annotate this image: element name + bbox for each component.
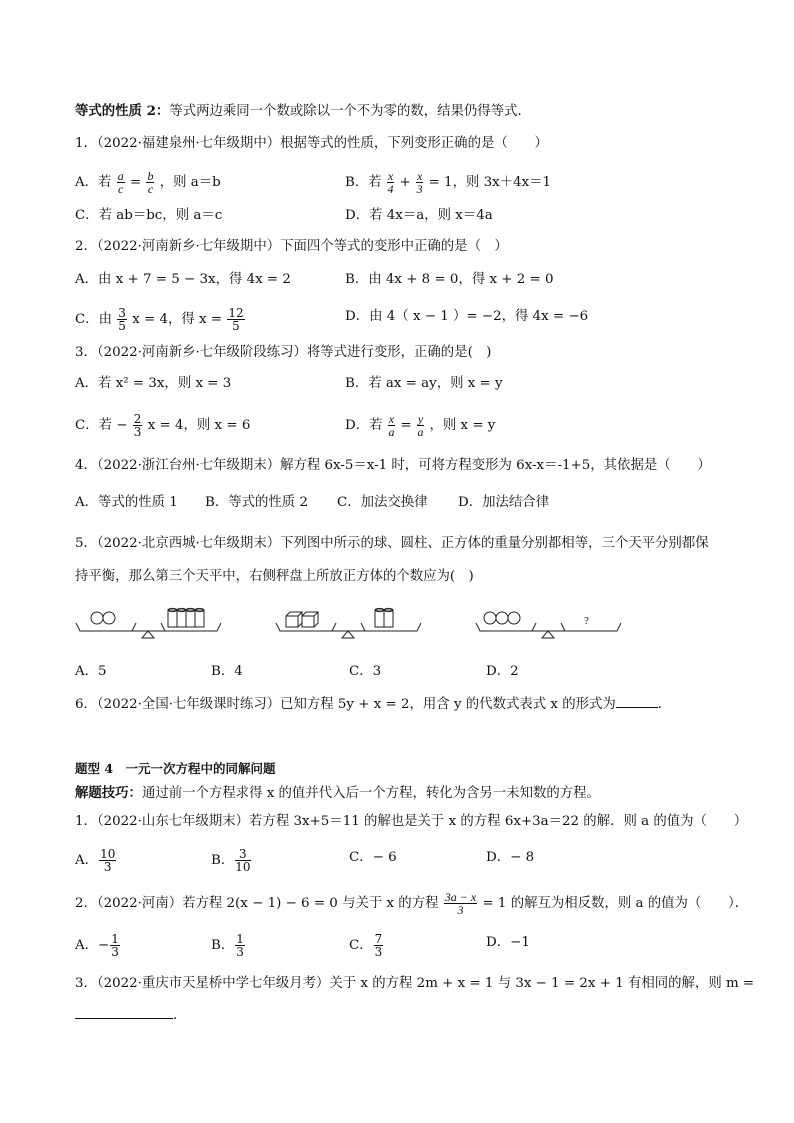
q6-stem: 6．（2022·全国·七年级课时练习）已知方程 5y + x = 2，用含 y 的代数式表式 x 的形式为 ． (75, 697, 672, 712)
fraction: $\frac{x}{4}$ (387, 169, 394, 196)
tip-label: 解题技巧： (75, 785, 142, 801)
type-4-heading: 题型 4 一元一次方程中的同解问题 (75, 761, 276, 776)
fraction: $\frac{10}{3}$ (100, 847, 116, 874)
q3-option-d: D．若 $\frac{x}{a}$ = $\frac{y}{a}$ ，则 x = y (345, 412, 496, 439)
t2-option-b: B． $\frac{1}{3}$ (211, 932, 244, 959)
fraction: $\frac{3a - x}{3}$ (444, 890, 477, 917)
q4-option-b: B．等式的性质 2 (205, 495, 308, 510)
fraction: $\frac{1}{3}$ (236, 932, 244, 959)
type-4-tip (75, 783, 600, 804)
fraction: $\frac{12}{5}$ (228, 306, 244, 333)
cylinder-icon (168, 610, 177, 627)
cylinder-icon (375, 610, 384, 627)
property-2-text: 等式两边乘同一个数或除以一个不为零的数，结果仍得等式． (169, 104, 531, 119)
t2-option-d: D．−1 (486, 935, 530, 950)
t1-option-d: D．− 8 (486, 850, 535, 865)
fraction: $\frac{x}{3}$ (416, 169, 423, 196)
t2-stem: 2．（2022·河南）若方程 2(x − 1) − 6 = 0 与关于 x 的方程 $\frac{3a - x}{3}$ = 1 的解互为相反数，则 a 的值为（ ）． (75, 890, 749, 917)
fraction: $\frac{b}{c}$ (147, 169, 154, 196)
balance-scales-figure (70, 600, 710, 648)
q5-stem-line1: 5．（2022·北京西城·七年级期末）下列图中所示的球、圆柱、正方体的重量分别都相等，三个天平分别都保 (75, 536, 709, 551)
fraction: $\frac{x}{a}$ (388, 412, 395, 439)
t1-stem: 1．（2022·山东七年级期末）若方程 3x+5＝11 的解也是关于 x 的方程 6x+3a＝22 的解．则 a 的值为（ ） (75, 814, 748, 829)
q3-option-a: A．若 x² = 3x，则 x = 3 (75, 376, 232, 391)
cylinder-icon (195, 610, 204, 627)
ball-icon (508, 612, 520, 624)
q2-option-a: A．由 x + 7 = 5 − 3x，得 4x = 2 (75, 272, 291, 287)
balance-scale-3 (476, 612, 621, 638)
balance-scale-2 (276, 608, 421, 638)
q1-option-b: B．若 $\frac{x}{4}$ + $\frac{x}{3}$ = 1，则 3x＋4x＝1 (345, 169, 552, 196)
tip-text: 通过前一个方程求得 x 的值并代入后一个方程，转化为含另一未知数的方程。 (141, 786, 600, 801)
cylinder-icon (186, 610, 195, 627)
q2-stem: 2．（2022·河南新乡·七年级期中）下面四个等式的变形中正确的是（ ） (75, 239, 508, 254)
fraction: $\frac{7}{3}$ (374, 932, 383, 959)
cube-icon (286, 612, 302, 627)
fraction: $\frac{2}{3}$ (133, 412, 142, 439)
q5-option-b: B．4 (211, 664, 243, 679)
t1-option-b: B． $\frac{3}{10}$ (211, 847, 251, 874)
t3-answer-line: ． (75, 1006, 186, 1026)
fraction: $\frac{a}{c}$ (117, 169, 124, 196)
t3-stem: 3．（2022·重庆市天星桥中学七年级月考）关于 x 的方程 2m + x = 1 与 3x − 1 = 2x + 1 有相同的解，则 m = (75, 976, 755, 991)
ball-icon (91, 612, 103, 624)
property-2-line (75, 101, 531, 122)
cube-icon (302, 612, 318, 627)
q3-option-c: C．若 − $\frac{2}{3}$ x = 4，则 x = 6 (75, 412, 251, 439)
q4-stem: 4．（2022·浙江台州·七年级期末）解方程 6x-5＝x-1 时，可将方程变形为 6x-x＝-1+5，其依据是（ ） (75, 458, 711, 473)
fraction: $\frac{3}{5}$ (118, 306, 126, 333)
q2-option-b: B．由 4x + 8 = 0，得 x + 2 = 0 (345, 272, 554, 287)
q3-stem: 3．（2022·河南新乡·七年级阶段练习）将等式进行变形，正确的是( ) (75, 345, 492, 360)
ball-icon (103, 612, 115, 624)
answer-blank[interactable] (616, 707, 658, 708)
ball-icon (484, 612, 496, 624)
q5-option-c: C．3 (349, 664, 382, 679)
q4-option-a: A．等式的性质 1 (75, 495, 178, 510)
q1-stem: 1．（2022·福建泉州·七年级期中）根据等式的性质，下列变形正确的是（ ） (75, 136, 548, 151)
t1-option-c: C．− 6 (349, 850, 397, 865)
q1-option-d: D．若 4x＝a，则 x＝4a (345, 208, 493, 223)
q2-option-c: C．由 $\frac{3}{5}$ x = 4，得 x = $\frac{12}{5}$ (75, 306, 244, 333)
t1-option-a: A． $\frac{10}{3}$ (75, 847, 116, 874)
q1-option-c: C．若 ab＝bc，则 a＝c (75, 208, 223, 223)
t2-option-a: A．− $\frac{1}{3}$ (75, 932, 119, 959)
balance-scale-1 (76, 608, 221, 638)
property-2-title: 等式的性质 2： (75, 103, 170, 119)
q1-option-a: A．若 $\frac{a}{c}$ = $\frac{b}{c}$ ，则 a＝b (75, 169, 221, 196)
question-mark: ? (584, 615, 589, 627)
cylinder-icon (177, 610, 186, 627)
fraction: $\frac{3}{10}$ (235, 847, 251, 874)
t2-option-c: C． $\frac{7}{3}$ (349, 932, 383, 959)
cylinder-icon (384, 610, 393, 627)
q5-option-a: A．5 (75, 664, 107, 679)
q3-option-b: B．若 ax = ay，则 x = y (345, 376, 503, 391)
q4-option-c: C．加法交换律 (337, 495, 428, 510)
fraction: $\frac{1}{3}$ (111, 932, 119, 959)
answer-blank[interactable] (75, 1018, 173, 1019)
q5-option-d: D．2 (486, 664, 519, 679)
q5-stem-line2: 持平衡，那么第三个天平中，右侧秤盘上所放正方体的个数应为( ) (75, 569, 474, 584)
q4-option-d: D．加法结合律 (458, 495, 550, 510)
fraction: $\frac{y}{a}$ (417, 412, 424, 439)
ball-icon (496, 612, 508, 624)
q2-option-d: D．由 4（ x − 1 ）= −2，得 4x = −6 (345, 309, 589, 324)
